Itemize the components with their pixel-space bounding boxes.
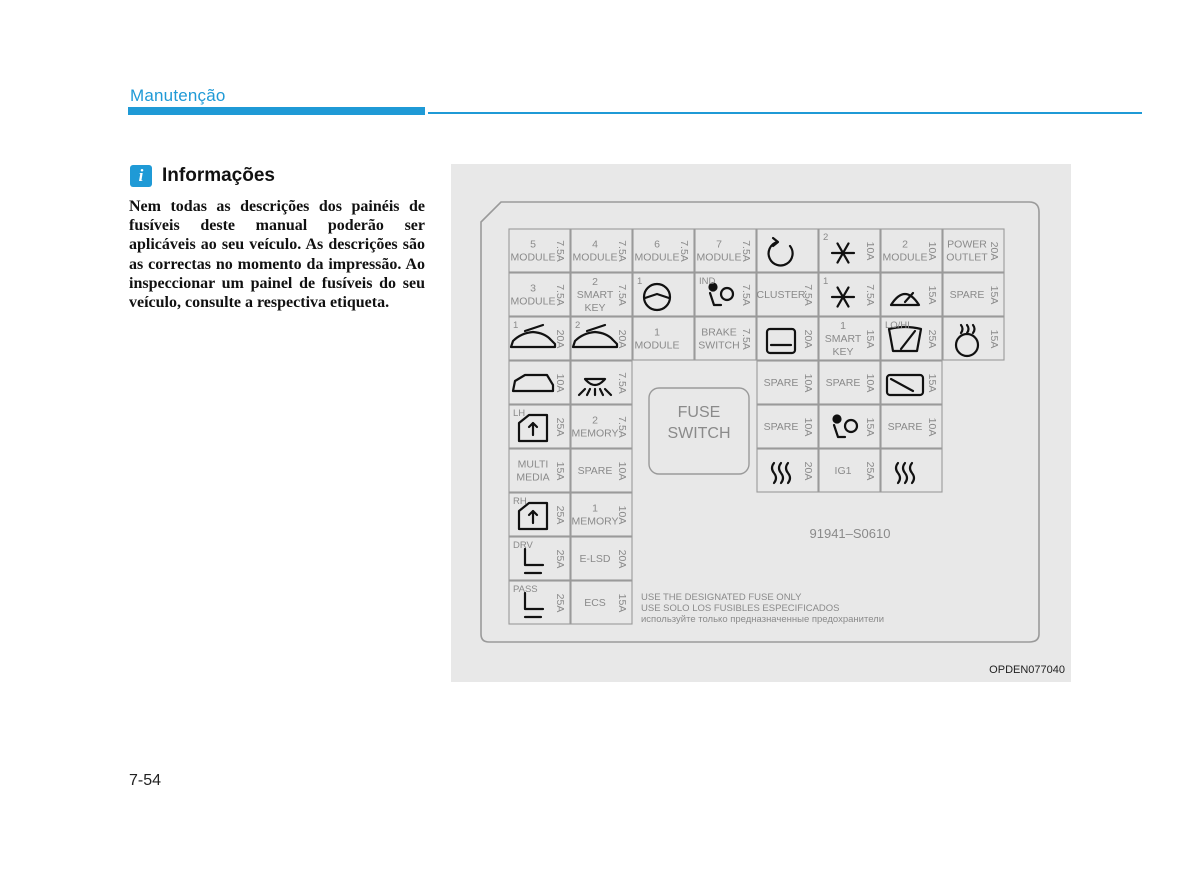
fuse-label: MODULE — [510, 251, 556, 264]
info-title: Informações — [162, 165, 275, 186]
warning-line-3: используйте только предназначенные предохранители — [641, 614, 885, 625]
fuse-cell — [571, 229, 632, 272]
fuse-rating: 25A — [864, 461, 877, 481]
fuse-label: 1 — [637, 276, 643, 287]
fuse-cell — [819, 317, 880, 360]
fuse-panel-figure — [451, 164, 1071, 682]
fuse-rating: 7.5A — [554, 284, 567, 306]
fuse-cell — [757, 317, 818, 360]
fuse-rating: 15A — [988, 329, 1001, 349]
fuse-cell — [881, 317, 942, 360]
snowflake-icon — [832, 243, 854, 262]
warning-line-1: USE THE DESIGNATED FUSE ONLY — [641, 592, 802, 603]
info-icon: i — [130, 165, 152, 187]
power-seat-icon — [525, 593, 543, 617]
fuse-label: PASS — [513, 584, 538, 595]
switch-label-1: FUSE — [677, 404, 721, 421]
fuse-cell — [509, 273, 570, 316]
fuse-rating: 7.5A — [740, 328, 753, 350]
fuse-cell — [757, 449, 818, 492]
fuse-cell — [509, 405, 570, 448]
fuse-rating: 15A — [988, 285, 1001, 305]
heated-steering-icon — [956, 325, 978, 356]
fuse-rating: 7.5A — [802, 284, 815, 306]
fuse-label: SWITCH — [698, 339, 740, 352]
fuse-label: KEY — [584, 302, 606, 314]
power-tailgate-icon — [513, 375, 553, 391]
fuse-label: MODULE — [882, 251, 928, 264]
fuse-cell — [571, 537, 632, 580]
fuse-label: 1 — [840, 320, 846, 332]
fuse-cell — [633, 273, 694, 316]
fuse-label: 5 — [530, 238, 536, 251]
fuse-cell — [695, 317, 756, 360]
fuse-label: SPARE — [763, 377, 799, 389]
fuse-label: MODULE — [634, 251, 680, 264]
fuse-rating: 15A — [616, 593, 629, 613]
header-rule — [428, 112, 1142, 114]
fuse-cell — [943, 273, 1004, 316]
fuse-label: 1 — [513, 320, 519, 331]
fuse-cell — [509, 449, 570, 492]
fuse-rating: 15A — [926, 285, 939, 305]
fuse-rating: 10A — [864, 373, 877, 393]
fuse-cell — [819, 449, 880, 492]
part-number: 91941–S0610 — [809, 526, 891, 541]
room-lamp-icon — [579, 379, 611, 395]
seat-heater-icon — [772, 463, 790, 483]
fuse-rating: 10A — [926, 241, 939, 261]
fuse-label: MODULE — [634, 339, 680, 352]
start-stop-icon — [769, 238, 793, 265]
fuse-cell — [757, 405, 818, 448]
fuse-cell — [943, 317, 1004, 360]
fuse-label: BRAKE — [701, 326, 737, 339]
fuse-cell — [509, 317, 570, 360]
fuse-label: 6 — [654, 238, 660, 251]
fuse-rating: 20A — [554, 329, 567, 349]
fuse-cell — [633, 317, 694, 360]
fuse-cell — [757, 229, 818, 272]
info-heading — [130, 165, 275, 187]
fuse-cell — [509, 229, 570, 272]
fuse-rating: 7.5A — [616, 372, 629, 394]
fuse-label: SPARE — [763, 421, 799, 433]
fuse-label: SPARE — [887, 421, 923, 433]
fuse-cell — [943, 229, 1004, 272]
fuse-label: MEDIA — [516, 471, 550, 484]
fuse-label: MODULE — [510, 295, 556, 308]
fuse-cell — [756, 273, 818, 316]
fuse-label: LO/HI — [885, 320, 910, 331]
fuse-rating: 10A — [802, 373, 815, 393]
airbag-icon — [834, 416, 858, 438]
fuse-cell — [509, 581, 570, 624]
fuse-rating: 15A — [864, 417, 877, 437]
fuse-label: IND — [699, 276, 716, 287]
fuse-label: MODULE — [572, 251, 618, 264]
fuse-cell — [509, 493, 570, 536]
fuse-cell — [695, 273, 756, 316]
power-seat-icon — [525, 549, 543, 573]
fuse-label: LH — [513, 408, 526, 419]
fuse-cell — [571, 493, 632, 536]
fuse-rating: 15A — [864, 329, 877, 349]
fuse-rating: 7.5A — [864, 284, 877, 306]
fuse-rating: 10A — [554, 373, 567, 393]
fuse-label: RH — [513, 496, 527, 507]
fuse-panel-diagram — [451, 164, 1071, 682]
fuse-rating: 10A — [616, 505, 629, 525]
rear-wiper-icon — [887, 375, 923, 395]
fuse-cell — [633, 229, 694, 272]
fuse-label: POWER — [947, 238, 987, 251]
fuse-label: MULTI — [517, 458, 549, 471]
fuse-rating: 7.5A — [616, 240, 629, 262]
section-title: Manutenção — [130, 86, 226, 105]
fuse-label: SPARE — [577, 465, 613, 477]
fuse-cell — [881, 449, 942, 492]
fuse-label: 2 — [592, 276, 598, 288]
fuse-rating: 7.5A — [678, 240, 691, 262]
fuse-label: 7 — [716, 238, 722, 251]
fuse-label: SPARE — [949, 289, 985, 301]
fuse-cell — [881, 405, 942, 448]
fuse-label: CLUSTER — [756, 289, 806, 301]
fuse-label: 2 — [575, 320, 581, 331]
fuse-rating: 7.5A — [554, 240, 567, 262]
fuse-rating: 25A — [554, 505, 567, 525]
header-bar — [128, 107, 425, 115]
fuse-label: MEMORY — [571, 515, 619, 528]
fuse-rating: 25A — [554, 593, 567, 613]
fuse-label: SPARE — [825, 377, 861, 389]
fuse-rating: 25A — [926, 329, 939, 349]
fuse-label: OUTLET — [946, 251, 988, 264]
fuse-cell — [571, 581, 632, 624]
fuse-cell — [881, 361, 942, 404]
fuse-cell — [819, 273, 880, 316]
fuse-cell — [819, 405, 880, 448]
door-lock-icon — [767, 329, 795, 353]
fuse-rating: 20A — [802, 461, 815, 481]
fuse-label: IG1 — [834, 465, 852, 477]
fuse-rating: 15A — [926, 373, 939, 393]
figure-code: OPDEN077040 — [989, 664, 1065, 676]
fuse-label: SMART — [576, 289, 614, 301]
fuse-cell — [695, 229, 756, 272]
fuse-rating: 7.5A — [740, 240, 753, 262]
fuse-label: E-LSD — [579, 553, 611, 565]
fuse-rating: 15A — [554, 461, 567, 481]
fuse-label: 2 — [823, 232, 829, 243]
fuse-label: KEY — [832, 346, 854, 358]
fuse-label: DRV — [513, 540, 533, 551]
fuse-cell — [819, 229, 880, 272]
fuse-rating: 10A — [616, 461, 629, 481]
fuse-label: 3 — [530, 282, 536, 295]
fuse-label: 2 — [902, 238, 908, 251]
fuse-rating: 20A — [616, 329, 629, 349]
fuse-rating: 7.5A — [616, 284, 629, 306]
fuse-rating: 25A — [554, 549, 567, 569]
fuse-label: MEMORY — [571, 427, 619, 440]
rear-defog-icon — [896, 463, 914, 483]
fuse-label: 4 — [592, 238, 598, 251]
fuse-cell — [881, 273, 942, 316]
info-paragraph: Nem todas as descrições dos painéis de fusíveis deste manual poderão ser aplicáveis ao seu veículo. As descrições são as correctas no momento da impressão. Ao inspeccionar um painel de fusíveis do seu veículo, consulte a respectiva etiqueta. — [129, 198, 425, 312]
fuse-cell — [509, 537, 570, 580]
fuse-label: 1 — [654, 326, 660, 339]
fuse-rating: 10A — [926, 417, 939, 437]
fuse-label: SMART — [824, 333, 862, 345]
fuse-label: ECS — [584, 597, 606, 609]
fuse-rating: 10A — [864, 241, 877, 261]
fuse-label: 2 — [592, 414, 598, 427]
fuse-rating: 10A — [802, 417, 815, 437]
snowflake-icon — [832, 287, 854, 306]
fuse-cell — [757, 361, 818, 404]
fuse-label: MODULE — [696, 251, 742, 264]
fuse-rating: 25A — [554, 417, 567, 437]
fuse-cell — [881, 229, 942, 272]
fuse-rating: 20A — [988, 241, 1001, 261]
fuse-rating: 7.5A — [740, 284, 753, 306]
fuse-cell — [571, 273, 632, 316]
page-number: 7-54 — [129, 772, 162, 789]
fuse-cell — [571, 317, 632, 360]
fuse-label: 1 — [823, 276, 829, 287]
fuse-label: 1 — [592, 502, 598, 515]
fuse-cell — [571, 449, 632, 492]
fuse-rating: 7.5A — [616, 416, 629, 438]
fuse-cell — [571, 361, 632, 404]
fuse-cell — [509, 361, 570, 404]
switch-label-2: SWITCH — [667, 425, 731, 442]
warning-line-2: USE SOLO LOS FUSIBLES ESPECIFICADOS — [641, 603, 840, 614]
fuse-rating: 20A — [616, 549, 629, 569]
fuse-cell — [819, 361, 880, 404]
fuse-cell — [571, 405, 632, 448]
fuse-rating: 20A — [802, 329, 815, 349]
steering-wheel-icon — [644, 284, 670, 310]
washer-icon — [891, 293, 919, 305]
